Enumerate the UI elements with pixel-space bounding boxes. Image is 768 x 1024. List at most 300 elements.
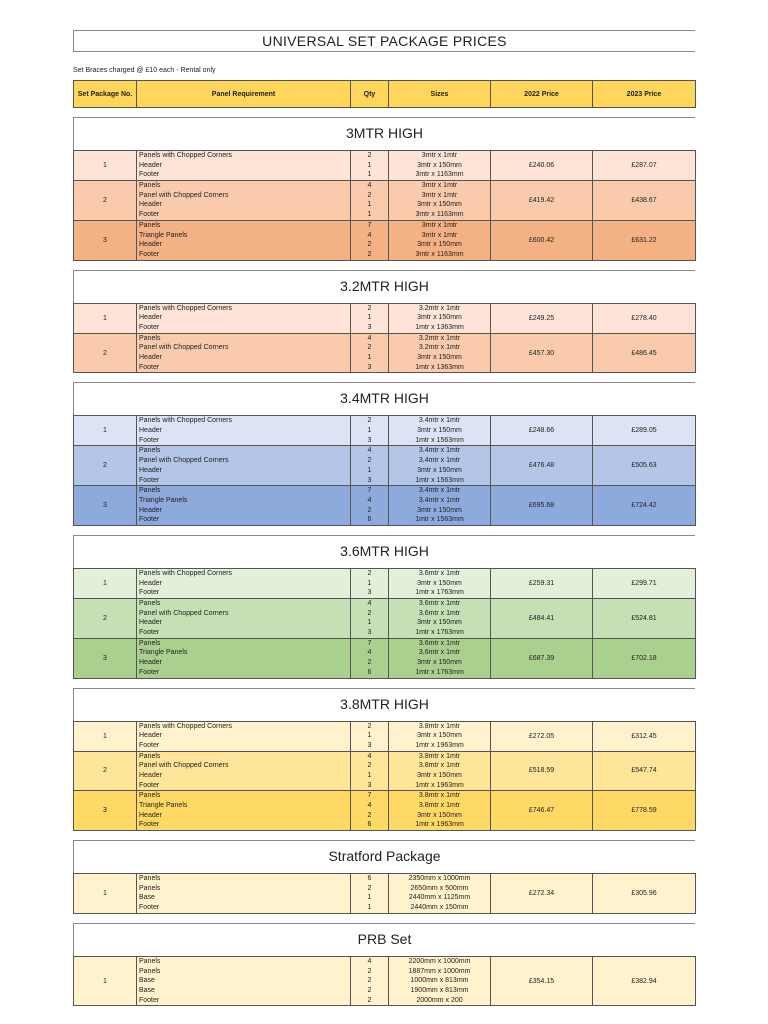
quantity-line: 2 xyxy=(367,457,372,465)
price-2023: £312.45 xyxy=(593,721,696,751)
panel-size-line: 3mtr x 150mm xyxy=(417,579,462,587)
panel-size-line: 1mtr x 1363mm xyxy=(415,363,464,371)
section-title: 3.8MTR HIGH xyxy=(73,688,695,721)
panel-size-line: 1887mm x 1000mm xyxy=(408,967,471,975)
panel-requirement-line: Header xyxy=(139,506,162,514)
price-2022: £518.59 xyxy=(491,751,593,791)
panel-requirement xyxy=(137,416,351,446)
panel-size-line: 3.6mtr x 1mtr xyxy=(418,569,461,577)
section-title: Stratford Package xyxy=(73,840,695,873)
sections-container xyxy=(73,117,695,1006)
panel-requirement-line: Panels xyxy=(139,752,161,760)
panel-size-line: 3.4mtr x 1mtr xyxy=(418,457,461,465)
quantity-line: 3 xyxy=(367,323,372,331)
quantity-line: 3 xyxy=(367,741,372,749)
quantity-line: 1 xyxy=(367,161,372,169)
panel-requirement xyxy=(137,486,351,526)
quantity-line: 3 xyxy=(367,363,372,371)
quantity-line: 1 xyxy=(367,904,372,912)
panel-size-line: 3mtr x 150mm xyxy=(417,619,462,627)
panel-requirement-line: Panels xyxy=(139,182,161,190)
panel-requirement-line: Panels xyxy=(139,967,161,975)
section-3 xyxy=(73,382,695,526)
header-qty: Qty xyxy=(351,81,389,108)
price-2023: £299.71 xyxy=(593,568,696,598)
panel-size xyxy=(389,751,491,791)
price-2023: £505.63 xyxy=(593,446,696,486)
panel-requirement-line: Panels with Chopped Corners xyxy=(139,152,232,159)
panel-size xyxy=(389,956,491,1005)
panel-requirement xyxy=(137,599,351,639)
price-2022: £272.05 xyxy=(491,721,593,751)
panel-requirement-line: Footer xyxy=(139,171,160,179)
price-2023: £438.67 xyxy=(593,181,696,221)
package-row xyxy=(74,181,696,221)
panel-requirement xyxy=(137,721,351,751)
panel-requirement xyxy=(137,874,351,914)
panel-size-line: 3mtr x 1mtr xyxy=(421,221,458,229)
section-table xyxy=(73,303,696,374)
section-4 xyxy=(73,535,695,679)
quantity-line: 1 xyxy=(367,354,372,361)
panel-size-line: 1mtr x 1763mm xyxy=(415,589,464,597)
quantity-line: 2 xyxy=(367,722,372,730)
panel-requirement-line: Panels xyxy=(139,334,161,342)
package-row xyxy=(74,416,696,446)
quantity-line: 4 xyxy=(367,182,372,190)
package-number: 1 xyxy=(74,956,137,1005)
panel-requirement-line: Panels xyxy=(139,447,161,455)
section-title: 3MTR HIGH xyxy=(73,117,695,150)
panel-requirement-line: Panels xyxy=(139,957,161,965)
panel-requirement-line: Header xyxy=(139,161,162,169)
panel-requirement-line: Header xyxy=(139,466,162,474)
price-2022: £249.25 xyxy=(491,303,593,333)
quantity xyxy=(351,151,389,181)
quantity-line: 7 xyxy=(367,221,372,229)
panel-size-line: 3.8mtr x 1mtr xyxy=(418,792,461,800)
panel-size xyxy=(389,446,491,486)
panel-size-line: 1mtr x 1963mm xyxy=(415,781,464,789)
package-row xyxy=(74,151,696,181)
section-2 xyxy=(73,270,695,374)
price-2022: £484.41 xyxy=(491,599,593,639)
panel-size-line: 3mtr x 150mm xyxy=(417,354,462,361)
quantity xyxy=(351,416,389,446)
quantity-line: 2 xyxy=(367,417,372,425)
quantity-line: 1 xyxy=(367,171,372,179)
panel-requirement-line: Panel with Chopped Corners xyxy=(139,191,229,199)
panel-requirement-line: Header xyxy=(139,314,162,322)
panel-requirement-line: Panel with Chopped Corners xyxy=(139,762,229,770)
panel-size-line: 3mtr x 150mm xyxy=(417,314,462,322)
price-2022: £687.39 xyxy=(491,638,593,678)
package-number: 1 xyxy=(74,568,137,598)
quantity xyxy=(351,568,389,598)
panel-requirement-line: Footer xyxy=(139,629,160,637)
panel-size-line: 3mtr x 150mm xyxy=(417,161,462,169)
panel-size-line: 1mtr x 1963mm xyxy=(415,741,464,749)
panel-requirement-line: Header xyxy=(139,354,162,361)
package-row xyxy=(74,751,696,791)
panel-size-line: 3mtr x 150mm xyxy=(417,771,462,779)
section-table xyxy=(73,415,696,526)
panel-size-line: 1mtr x 1763mm xyxy=(415,668,464,676)
package-number: 2 xyxy=(74,751,137,791)
quantity-line: 2 xyxy=(367,344,372,352)
package-row xyxy=(74,599,696,639)
panel-requirement xyxy=(137,333,351,373)
panel-size-line: 2440mm x 150mm xyxy=(410,904,469,912)
quantity-line: 1 xyxy=(367,771,372,779)
quantity-line: 2 xyxy=(367,967,372,975)
quantity-line: 6 xyxy=(367,516,372,524)
panel-size xyxy=(389,721,491,751)
quantity-line: 4 xyxy=(367,447,372,455)
panel-size xyxy=(389,599,491,639)
quantity xyxy=(351,446,389,486)
quantity-line: 2 xyxy=(367,762,372,770)
price-2022: £419.42 xyxy=(491,181,593,221)
quantity-line: 1 xyxy=(367,427,372,435)
header-package-no: Set Package No. xyxy=(74,81,137,108)
quantity-line: 2 xyxy=(367,152,372,159)
panel-requirement-line: Header xyxy=(139,659,162,667)
quantity xyxy=(351,333,389,373)
section-title: PRB Set xyxy=(73,923,695,956)
quantity-line: 6 xyxy=(367,668,372,676)
price-sheet xyxy=(73,30,695,1006)
panel-size-line: 3mtr x 150mm xyxy=(417,506,462,514)
page-title: UNIVERSAL SET PACKAGE PRICES xyxy=(73,30,695,52)
package-number: 1 xyxy=(74,874,137,914)
quantity-line: 2 xyxy=(367,977,372,985)
header-panel-requirement: Panel Requirement xyxy=(137,81,351,108)
panel-requirement-line: Base xyxy=(139,894,155,902)
price-2023: £486.45 xyxy=(593,333,696,373)
panel-size-line: 2350mm x 1000mm xyxy=(408,875,471,883)
quantity-line: 1 xyxy=(367,579,372,587)
quantity-line: 4 xyxy=(367,231,372,239)
package-row xyxy=(74,446,696,486)
price-2023: £278.40 xyxy=(593,303,696,333)
package-row xyxy=(74,721,696,751)
price-2023: £702.18 xyxy=(593,638,696,678)
package-row xyxy=(74,791,696,831)
panel-requirement-line: Panels with Chopped Corners xyxy=(139,569,232,577)
panel-requirement-line: Panel with Chopped Corners xyxy=(139,609,229,617)
panel-requirement-line: Footer xyxy=(139,363,160,371)
quantity xyxy=(351,599,389,639)
panel-requirement-line: Panels xyxy=(139,600,161,607)
package-row xyxy=(74,638,696,678)
panel-requirement-line: Footer xyxy=(139,996,160,1004)
package-number: 3 xyxy=(74,220,137,260)
panel-size xyxy=(389,333,491,373)
quantity-line: 1 xyxy=(367,201,372,209)
panel-requirement-line: Header xyxy=(139,811,162,819)
panel-requirement-line: Panels xyxy=(139,884,161,892)
price-2023: £547.74 xyxy=(593,751,696,791)
panel-size xyxy=(389,486,491,526)
price-2023: £724.42 xyxy=(593,486,696,526)
package-row xyxy=(74,303,696,333)
section-table xyxy=(73,721,696,832)
price-2023: £305.96 xyxy=(593,874,696,914)
price-2022: £354.15 xyxy=(491,956,593,1005)
quantity xyxy=(351,751,389,791)
panel-requirement-line: Header xyxy=(139,427,162,435)
panel-size-line: 2000mm x 200 xyxy=(416,996,463,1004)
quantity xyxy=(351,721,389,751)
panel-requirement-line: Footer xyxy=(139,589,160,597)
panel-size-line: 3mtr x 1mtr xyxy=(421,231,458,239)
package-number: 3 xyxy=(74,638,137,678)
price-2023: £524.81 xyxy=(593,599,696,639)
quantity-line: 2 xyxy=(367,986,372,994)
package-number: 2 xyxy=(74,599,137,639)
price-2022: £240.06 xyxy=(491,151,593,181)
quantity-line: 4 xyxy=(367,752,372,760)
panel-requirement-line: Panels with Chopped Corners xyxy=(139,417,232,425)
header-sizes: Sizes xyxy=(389,81,491,108)
panel-requirement-line: Header xyxy=(139,241,162,249)
price-2022: £272.34 xyxy=(491,874,593,914)
quantity xyxy=(351,956,389,1005)
package-number: 3 xyxy=(74,486,137,526)
panel-size-line: 3mtr x 1163mm xyxy=(415,171,464,179)
quantity-line: 2 xyxy=(367,996,372,1004)
section-table xyxy=(73,568,696,679)
price-2023: £778.59 xyxy=(593,791,696,831)
column-header-row xyxy=(73,80,696,108)
quantity xyxy=(351,220,389,260)
panel-size-line: 3mtr x 150mm xyxy=(417,659,462,667)
package-row xyxy=(74,568,696,598)
panel-requirement xyxy=(137,638,351,678)
price-2022: £600.42 xyxy=(491,220,593,260)
panel-size-line: 3mtr x 150mm xyxy=(417,427,462,435)
panel-requirement-line: Footer xyxy=(139,516,160,524)
panel-size-line: 3.6mtr x 1mtr xyxy=(418,609,461,617)
section-table xyxy=(73,873,696,914)
quantity-line: 2 xyxy=(367,569,372,577)
package-row xyxy=(74,956,696,1005)
panel-size-line: 3mtr x 150mm xyxy=(417,466,462,474)
quantity-line: 7 xyxy=(367,639,372,647)
panel-requirement-line: Footer xyxy=(139,323,160,331)
quantity-line: 3 xyxy=(367,629,372,637)
section-1 xyxy=(73,117,695,261)
panel-requirement xyxy=(137,568,351,598)
panel-size-line: 1mtr x 1963mm xyxy=(415,821,464,829)
panel-requirement-line: Base xyxy=(139,977,155,985)
quantity-line: 2 xyxy=(367,241,372,249)
panel-requirement-line: Panel with Chopped Corners xyxy=(139,344,229,352)
package-row xyxy=(74,333,696,373)
panel-size-line: 3.8mtr x 1mtr xyxy=(418,762,461,770)
quantity-line: 6 xyxy=(367,875,372,883)
quantity-line: 6 xyxy=(367,821,372,829)
panel-size-line: 1mtr x 1563mm xyxy=(415,436,464,444)
panel-size-line: 3.2mtr x 1mtr xyxy=(418,344,461,352)
quantity-line: 7 xyxy=(367,487,372,495)
section-title: 3.4MTR HIGH xyxy=(73,382,695,415)
panel-requirement-line: Triangle Panels xyxy=(139,231,188,239)
panel-requirement-line: Triangle Panels xyxy=(139,802,188,809)
price-2022: £746.47 xyxy=(491,791,593,831)
panel-size-line: 3.6mtr x 1mtr xyxy=(418,639,461,647)
panel-size xyxy=(389,568,491,598)
panel-size-line: 3mtr x 1mtr xyxy=(421,152,458,159)
panel-requirement-line: Header xyxy=(139,201,162,209)
package-number: 1 xyxy=(74,721,137,751)
package-row xyxy=(74,874,696,914)
panel-size xyxy=(389,791,491,831)
quantity-line: 2 xyxy=(367,304,372,312)
panel-requirement-line: Triangle Panels xyxy=(139,496,188,504)
panel-size xyxy=(389,874,491,914)
panel-requirement-line: Panels xyxy=(139,487,161,495)
panel-size-line: 1mtr x 1563mm xyxy=(415,516,464,524)
panel-size-line: 3mtr x 150mm xyxy=(417,732,462,740)
package-number: 2 xyxy=(74,181,137,221)
panel-requirement xyxy=(137,181,351,221)
panel-size-line: 3.8mtr x 1mtr xyxy=(418,752,461,760)
price-2022: £457.30 xyxy=(491,333,593,373)
price-2023: £287.07 xyxy=(593,151,696,181)
panel-size-line: 2440mm x 1125mm xyxy=(408,894,471,902)
panel-requirement-line: Panels xyxy=(139,875,161,883)
panel-size-line: 1000mm x 813mm xyxy=(410,977,469,985)
panel-size-line: 3mtr x 1mtr xyxy=(421,191,458,199)
quantity-line: 3 xyxy=(367,589,372,597)
quantity-line: 2 xyxy=(367,506,372,514)
quantity-line: 4 xyxy=(367,600,372,607)
package-number: 1 xyxy=(74,303,137,333)
panel-size xyxy=(389,416,491,446)
price-2023: £631.22 xyxy=(593,220,696,260)
panel-size-line: 3mtr x 150mm xyxy=(417,201,462,209)
panel-requirement-line: Footer xyxy=(139,781,160,789)
quantity xyxy=(351,638,389,678)
quantity-line: 3 xyxy=(367,781,372,789)
panel-size xyxy=(389,303,491,333)
quantity-line: 2 xyxy=(367,811,372,819)
panel-requirement xyxy=(137,151,351,181)
panel-requirement-line: Footer xyxy=(139,436,160,444)
panel-size-line: 2650mm x 500mm xyxy=(410,884,469,892)
package-number: 3 xyxy=(74,791,137,831)
quantity-line: 2 xyxy=(367,191,372,199)
panel-requirement xyxy=(137,220,351,260)
price-2022: £695.68 xyxy=(491,486,593,526)
section-table xyxy=(73,150,696,261)
panel-size xyxy=(389,638,491,678)
panel-size-line: 3.2mtr x 1mtr xyxy=(418,334,461,342)
panel-requirement xyxy=(137,791,351,831)
panel-size-line: 3mtr x 1mtr xyxy=(421,182,458,190)
quantity xyxy=(351,791,389,831)
panel-size-line: 3.4mtr x 1mtr xyxy=(418,496,461,504)
quantity-line: 1 xyxy=(367,619,372,627)
panel-requirement-line: Header xyxy=(139,732,162,740)
quantity-line: 1 xyxy=(367,894,372,902)
panel-requirement-line: Panels xyxy=(139,792,161,800)
quantity-line: 4 xyxy=(367,957,372,965)
panel-size-line: 3.4mtr x 1mtr xyxy=(418,447,461,455)
panel-size xyxy=(389,151,491,181)
panel-size-line: 3.8mtr x 1mtr xyxy=(418,802,461,809)
panel-size xyxy=(389,181,491,221)
quantity-line: 4 xyxy=(367,802,372,809)
panel-size-line: 3.4mtr x 1mtr xyxy=(418,417,461,425)
panel-size-line: 3.6mtr x 1mtr xyxy=(418,600,461,607)
panel-size-line: 3.4mtr x 1mtr xyxy=(418,487,461,495)
package-number: 1 xyxy=(74,416,137,446)
section-7 xyxy=(73,923,695,1006)
panel-size-line: 1mtr x 1363mm xyxy=(415,323,464,331)
header-2023-price: 2023 Price xyxy=(593,81,696,108)
quantity-line: 1 xyxy=(367,314,372,322)
section-6 xyxy=(73,840,695,914)
panel-requirement-line: Header xyxy=(139,579,162,587)
package-number: 2 xyxy=(74,446,137,486)
panel-requirement-line: Base xyxy=(139,986,155,994)
quantity xyxy=(351,181,389,221)
panel-size-line: 3.8mtr x 1mtr xyxy=(418,722,461,730)
price-2023: £289.05 xyxy=(593,416,696,446)
panel-requirement-line: Footer xyxy=(139,250,160,258)
panel-requirement-line: Footer xyxy=(139,476,160,484)
panel-requirement-line: Footer xyxy=(139,904,160,912)
panel-size-line: 1mtr x 1563mm xyxy=(415,476,464,484)
panel-requirement-line: Panels xyxy=(139,221,161,229)
panel-requirement xyxy=(137,446,351,486)
quantity xyxy=(351,486,389,526)
panel-requirement-line: Footer xyxy=(139,211,160,219)
package-number: 2 xyxy=(74,333,137,373)
panel-size xyxy=(389,220,491,260)
panel-size-line: 1mtr x 1763mm xyxy=(415,629,464,637)
section-title: 3.6MTR HIGH xyxy=(73,535,695,568)
quantity xyxy=(351,303,389,333)
panel-requirement-line: Footer xyxy=(139,741,160,749)
quantity-line: 1 xyxy=(367,466,372,474)
quantity-line: 2 xyxy=(367,884,372,892)
quantity-line: 2 xyxy=(367,659,372,667)
quantity-line: 3 xyxy=(367,436,372,444)
panel-size-line: 3mtr x 150mm xyxy=(417,241,462,249)
panel-requirement xyxy=(137,751,351,791)
panel-size-line: 1900mm x 813mm xyxy=(410,986,469,994)
price-2023: £382.94 xyxy=(593,956,696,1005)
price-2022: £248.66 xyxy=(491,416,593,446)
panel-size-line: 3.2mtr x 1mtr xyxy=(418,304,461,312)
panel-requirement-line: Panels with Chopped Corners xyxy=(139,722,232,730)
header-2022-price: 2022 Price xyxy=(491,81,593,108)
panel-requirement-line: Panels xyxy=(139,639,161,647)
quantity-line: 3 xyxy=(367,476,372,484)
package-number: 1 xyxy=(74,151,137,181)
quantity-line: 1 xyxy=(367,211,372,219)
package-row xyxy=(74,220,696,260)
panel-requirement-line: Panel with Chopped Corners xyxy=(139,457,229,465)
panel-requirement-line: Footer xyxy=(139,821,160,829)
quantity-line: 1 xyxy=(367,732,372,740)
panel-requirement-line: Panels with Chopped Corners xyxy=(139,304,232,312)
quantity-line: 2 xyxy=(367,609,372,617)
